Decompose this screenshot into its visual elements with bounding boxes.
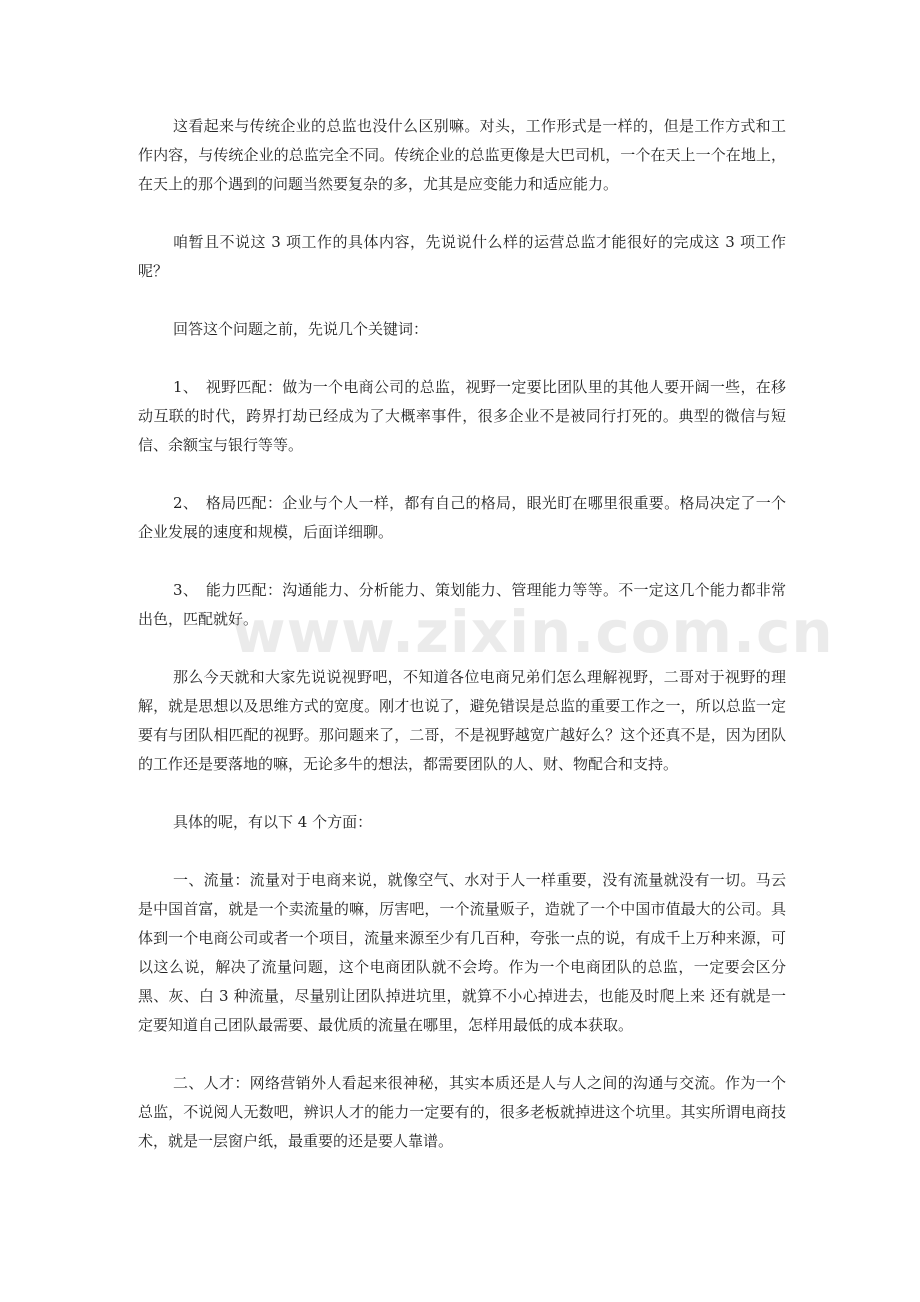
paragraph-keywords-lead: 回答这个问题之前，先说几个关键词： [173, 320, 429, 338]
paragraph-item-3: 3、 能力匹配：沟通能力、分析能力、策划能力、管理能力等等。不一定这几个能力都非常出色，匹配就好。 [138, 581, 786, 628]
paragraph-traffic: 一、流量：流量对于电商来说，就像空气、水对于人一样重要，没有流量就没有一切。马云是中国首富，就是一个卖流量的嘛，厉害吧，一个流量贩子，造就了一个中国市值最大的公司。具体到一个电商公司或者一个项目，流量来源至少有几百种，夸张一点的说，有成千上万种来源，可以这么说，解决了流量问题，这个电商团队就不会垮。作为一个电商团队的总监，一定要会区分黑、灰、白 3 种流量，尽量别让团队掉进坑里，就算不小心掉进去，也能及时爬上来 还有就是一定要知道自己团队最需要、最优质的流量在哪里，怎样用最低的成本获取。 [138, 871, 786, 1034]
paragraph-vision: 那么今天就和大家先说说视野吧，不知道各位电商兄弟们怎么理解视野，二哥对于视野的理解，就是思想以及思维方式的宽度。刚才也说了，避免错误是总监的重要工作之一，所以总监一定要有与团队相匹配的视野。那问题来了，二哥，不是视野越宽广越好么？这个还真不是，因为团队的工作还是要落地的嘛，无论多牛的想法，都需要团队的人、财、物配合和支持。 [138, 668, 786, 773]
paragraph-intro: 这看起来与传统企业的总监也没什么区别嘛。对头，工作形式是一样的，但是工作方式和工作内容，与传统企业的总监完全不同。传统企业的总监更像是大巴司机，一个在天上一个在地上，在天上的那个遇到的问题当然要复杂的多，尤其是应变能力和适应能力。 [138, 117, 786, 193]
paragraph-talent: 二、人才：网络营销外人看起来很神秘，其实本质还是人与人之间的沟通与交流。作为一个总监，不说阅人无数吧，辨识人才的能力一定要有的，很多老板就掉进这个坑里。其实所谓电商技术，就是一层窗户纸，最重要的还是要人靠谱。 [138, 1074, 786, 1150]
article-body [138, 112, 834, 1185]
paragraph-question: 咱暂且不说这 3 项工作的具体内容，先说说什么样的运营总监才能很好的完成这 3 项工作呢？ [138, 233, 786, 280]
paragraph-item-2: 2、 格局匹配：企业与个人一样，都有自己的格局，眼光盯在哪里很重要。格局决定了一个企业发展的速度和规模，后面详细聊。 [138, 494, 786, 541]
paragraph-item-1: 1、 视野匹配：做为一个电商公司的总监，视野一定要比团队里的其他人要开阔一些，在移动互联的时代，跨界打劫已经成为了大概率事件，很多企业不是被同行打死的。典型的微信与短信、余额宝与银行等等。 [138, 378, 786, 454]
watermark: www.zixin.com.cn [232, 598, 834, 666]
paragraph-four-aspects: 具体的呢，有以下 4 个方面： [173, 813, 373, 831]
